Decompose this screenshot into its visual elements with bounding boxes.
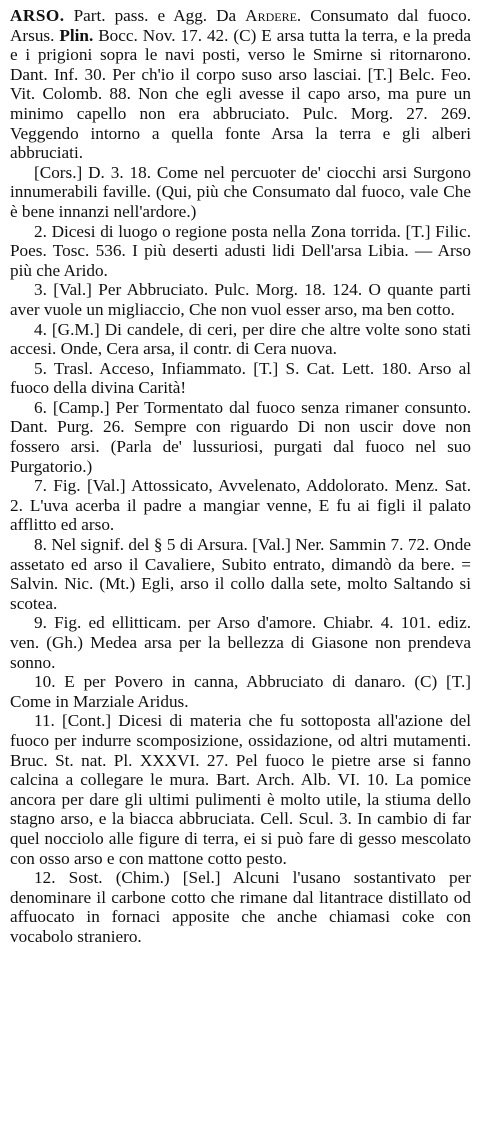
source-plin: Plin.	[59, 25, 94, 45]
entry-sense-7: 7. Fig. [Val.] Attossicato, Avvelenato, Addolorato. Menz. Sat. 2. L'uva acerba il padre a mangiar venne, E fu ai figli il palato afflitto ed arso.	[10, 476, 471, 535]
sense-main-part2: . Consumato dal fuoco. Arsus.	[10, 6, 471, 45]
entry-sense-12: 12. Sost. (Chim.) [Sel.] Alcuni l'usano sostantivato per denominare il carbone cotto che rimane dal litantrace distillato od affuocato in fornaci apposite che anche chiamasi coke con vocabolo straniero.	[10, 868, 471, 946]
entry-cors: [Cors.] D. 3. 18. Come nel percuoter de' ciocchi arsi Surgono innumerabili faville. (Qui, più che Consumato dal fuoco, vale Che è bene innanzi nell'ardore.)	[10, 162, 471, 221]
entry-sense-11: 11. [Cont.] Dicesi di materia che fu sottoposta all'azione del fuoco per indurre scomposizione, ossidazione, od altri mutamenti. Bruc. St. nat. Pl. XXXVI. 27. Pel fuoco le pietre arse si fanno calcina a collegare le mura. Bart. Arch. Alb. VI. 10. La pomice ancora per dare gli ultimi pulimenti è molto utile, la stiuma dello stagno arso, e la biacca abbruciata. Cell. Scul. 3. In cambio di far quel nocciolo alle figure di terra, ei si può fare di gesso mescolato con osso arso e con mattone cotto pesto.	[10, 711, 471, 868]
sense-main-part1: Part. pass. e Agg. Da	[64, 6, 246, 25]
entry-sense-5: 5. Trasl. Acceso, Infiammato. [T.] S. Cat. Lett. 180. Arso al fuoco della divina Carità!	[10, 358, 471, 398]
entry-sense-8: 8. Nel signif. del § 5 di Arsura. [Val.] Ner. Sammin 7. 72. Onde assetato ed arso il Cavaliere, Subito entrato, dimandò da bere. = Salvin. Nic. (Mt.) Egli, arso il collo dalla sete, molto Saltando si scotea.	[10, 535, 471, 613]
headword: ARSO.	[10, 6, 65, 25]
entry-sense-3: 3. [Val.] Per Abbruciato. Pulc. Morg. 18. 124. O quante parti aver vuole un migliaccio, Che non vuol esser arso, ma ben cotto.	[10, 280, 471, 319]
sense-main-part3: Bocc. Nov. 17. 42. (C) E arsa tutta la terra, e la preda e i prigioni sopra le navi posti, verso le Smirne si ritornarono. Dant. Inf. 30. Per ch'io il corpo suso arso lasciai. [T.] Belc. Feo. Vit. Colomb. 88. Non che egli avesse il capo arso, ma pure un minimo capello non era abbruciato. Pulc. Morg. 27. 269. Veggendo intorno a quella fonte Arsa la terra e gli alberi abbruciati.	[10, 25, 471, 163]
entry-sense-2: 2. Dicesi di luogo o regione posta nella Zona torrida. [T.] Filic. Poes. Tosc. 536. I più deserti adusti lidi Dell'arsa Libia. — Arso più che Arido.	[10, 221, 471, 280]
entry-sense-main	[10, 6, 471, 163]
entry-sense-9: 9. Fig. ed ellitticam. per Arso d'amore. Chiabr. 4. 101. ediz. ven. (Gh.) Medea arsa per la bellezza di Giasone non prendeva sonno.	[10, 613, 471, 672]
entry-sense-10: 10. E per Povero in canna, Abbruciato di danaro. (C) [T.] Come in Marziale Aridus.	[10, 672, 471, 711]
entry-sense-6: 6. [Camp.] Per Tormentato dal fuoco senza rimaner consunto. Dant. Purg. 26. Sempre con riguardo Di non uscir dove non fossero arsi. (Parla de' lussuriosi, purgati dal fuoco nel suo Purgatorio.)	[10, 397, 471, 476]
entry-sense-4: 4. [G.M.] Di candele, di ceri, per dire che altre volte sono stati accesi. Onde, Cera arsa, il contr. di Cera nuova.	[10, 319, 471, 359]
reference-word: Ardere	[245, 6, 297, 25]
